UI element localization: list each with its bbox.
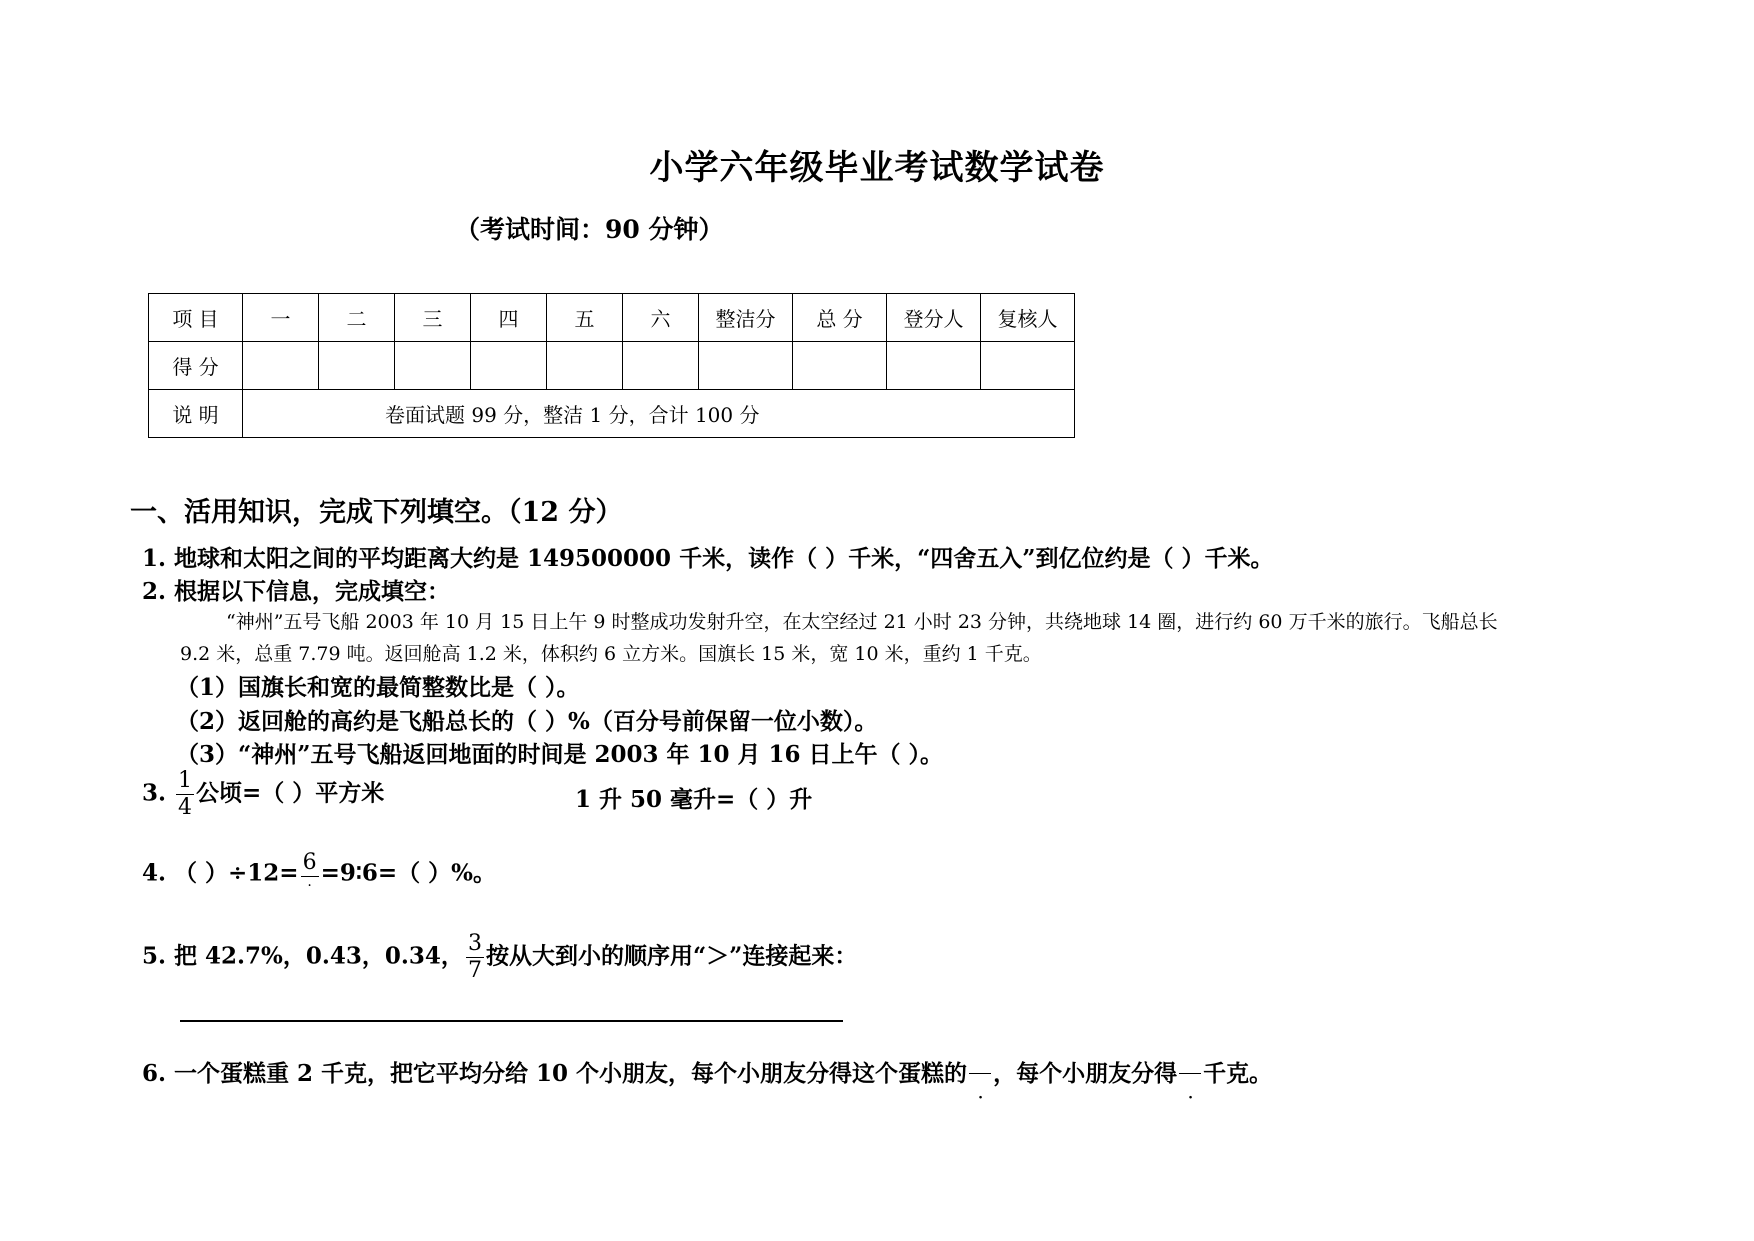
question-3-part-2: 1 升 50 毫升=（ ）升 bbox=[575, 786, 813, 813]
score-cell[interactable] bbox=[395, 342, 471, 390]
fraction-denominator: 7 bbox=[467, 958, 482, 983]
header-cell-4: 四 bbox=[471, 294, 547, 342]
score-cell[interactable] bbox=[547, 342, 623, 390]
fraction-numerator: 6 bbox=[302, 850, 317, 875]
blank-fraction-1[interactable] bbox=[967, 1060, 993, 1106]
header-cell-5: 五 bbox=[547, 294, 623, 342]
fraction-dot: · bbox=[978, 1090, 983, 1106]
question-5-suffix: 按从大到小的顺序用“＞”连接起来： bbox=[485, 942, 858, 970]
note-row-text: 卷面试题 99 分，整洁 1 分，合计 100 分 bbox=[243, 390, 1075, 438]
header-cell-2: 二 bbox=[319, 294, 395, 342]
page-title: 小学六年级毕业考试数学试卷 bbox=[649, 148, 1105, 188]
score-row-label: 得 分 bbox=[149, 342, 243, 390]
fraction-three-sevenths bbox=[466, 933, 484, 982]
question-6-part-2: ，每个小朋友分得 bbox=[993, 1060, 1178, 1087]
score-cell[interactable] bbox=[623, 342, 699, 390]
fraction-bar bbox=[969, 1073, 991, 1074]
score-cell[interactable] bbox=[243, 342, 319, 390]
exam-duration: （考试时间：90 分钟） bbox=[455, 215, 724, 244]
note-row-label: 说 明 bbox=[149, 390, 243, 438]
question-2-sub-2: （2）返回舱的高约是飞船总长的（ ）%（百分号前保留一位小数）。 bbox=[176, 708, 878, 735]
header-cell-recorder: 登分人 bbox=[887, 294, 981, 342]
question-3-number: 3. bbox=[142, 779, 167, 807]
score-cell[interactable] bbox=[319, 342, 395, 390]
question-3 bbox=[142, 770, 384, 819]
question-6-part-1: 6. 一个蛋糕重 2 千克，把它平均分给 10 个小朋友，每个小朋友分得这个蛋糕的 bbox=[142, 1060, 968, 1087]
score-cell[interactable] bbox=[981, 342, 1075, 390]
question-5 bbox=[142, 933, 857, 982]
question-6 bbox=[142, 1055, 1273, 1106]
score-cell[interactable] bbox=[793, 342, 887, 390]
score-table bbox=[148, 293, 1075, 438]
fraction-dot: · bbox=[1188, 1090, 1193, 1106]
fraction-one-quarter bbox=[176, 770, 194, 819]
question-5-answer-line[interactable] bbox=[180, 1020, 843, 1022]
question-4-suffix: =9∶6=（ ）%。 bbox=[320, 859, 496, 887]
fraction-numerator: 1 bbox=[178, 768, 193, 793]
fraction-six-over-blank bbox=[301, 852, 319, 897]
header-cell-item: 项 目 bbox=[149, 294, 243, 342]
fraction-numerator: 3 bbox=[467, 931, 482, 956]
question-3-part-1: 公顷=（ ）平方米 bbox=[196, 779, 385, 807]
score-cell[interactable] bbox=[699, 342, 793, 390]
question-2-sub-3: （3）“神州”五号飞船返回地面的时间是 2003 年 10 月 16 日上午（ ）。 bbox=[176, 741, 944, 768]
question-6-part-3: 千克。 bbox=[1203, 1060, 1273, 1087]
header-cell-6: 六 bbox=[623, 294, 699, 342]
header-cell-1: 一 bbox=[243, 294, 319, 342]
header-cell-3: 三 bbox=[395, 294, 471, 342]
blank-fraction-2[interactable] bbox=[1177, 1060, 1203, 1106]
fraction-bar bbox=[1179, 1073, 1201, 1074]
question-2-info-line-2: 9.2 米，总重 7.79 吨。返回舱高 1.2 米，体积约 6 立方米。国旗长 15 米，宽 10 米，重约 1 千克。 bbox=[180, 643, 1042, 665]
question-2-info-line-1: “神州”五号飞船 2003 年 10 月 15 日上午 9 时整成功发射升空，在太空经过 21 小时 23 分钟，共绕地球 14 圈，进行约 60 万千米的旅行。飞船总长 bbox=[226, 611, 1498, 633]
question-2-intro: 2. 根据以下信息，完成填空： bbox=[142, 578, 451, 605]
score-cell[interactable] bbox=[471, 342, 547, 390]
header-cell-total: 总 分 bbox=[793, 294, 887, 342]
fraction-denominator-blank[interactable]: · bbox=[301, 876, 319, 897]
question-2-sub-1: （1）国旗长和宽的最简整数比是（ ）。 bbox=[176, 674, 580, 701]
question-4-prefix: 4. （ ）÷12= bbox=[142, 859, 299, 887]
score-table-score-row bbox=[149, 342, 1075, 390]
question-1: 1. 地球和太阳之间的平均距离大约是 149500000 千米，读作（ ）千米，“四舍五入”到亿位约是（ ）千米。 bbox=[142, 545, 1274, 572]
score-cell[interactable] bbox=[887, 342, 981, 390]
section-1-heading: 一、活用知识，完成下列填空。（12 分） bbox=[130, 497, 623, 528]
fraction-denominator: 4 bbox=[178, 795, 193, 820]
question-5-prefix: 5. 把 42.7%，0.43，0.34， bbox=[142, 942, 464, 970]
header-cell-reviewer: 复核人 bbox=[981, 294, 1075, 342]
question-4 bbox=[142, 852, 496, 897]
score-table-note-row bbox=[149, 390, 1075, 438]
header-cell-neatness: 整洁分 bbox=[699, 294, 793, 342]
score-table-header-row bbox=[149, 294, 1075, 342]
